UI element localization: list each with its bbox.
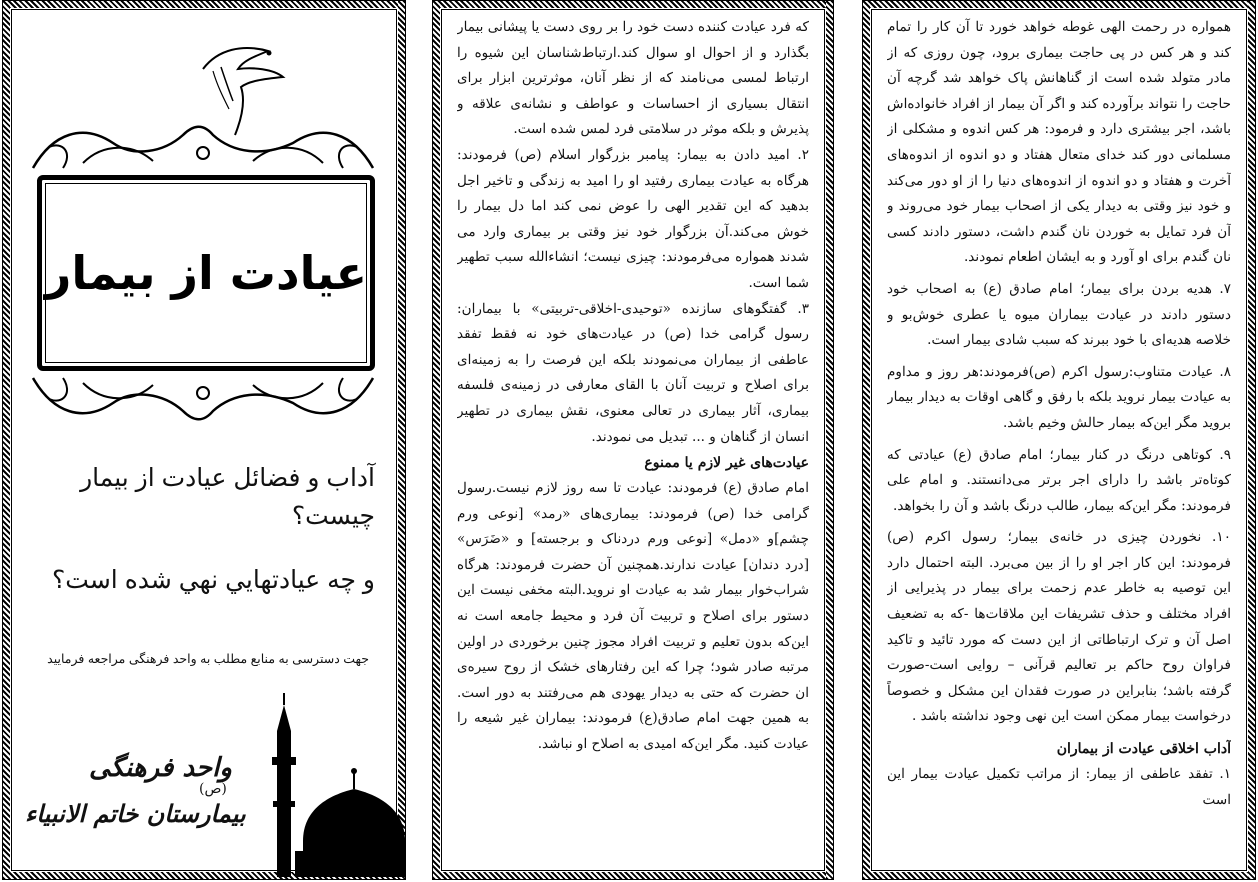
- paragraph: ۱. تفقد عاطفی از بیمار: از مراتب تکمیل عیادت بیمار این است: [887, 766, 1231, 808]
- cover-title: عیادت از بیمار: [44, 246, 368, 300]
- paragraph: ۲. امید دادن به بیمار: پیامبر بزرگوار اسلام (ص) فرمودند: هرگاه به عیادت بیماری رفتید او را امید به زندگی و تاخیر اجل بدهید که این تقدیر الهی را عوض نمی کند اما دل بیمار را خوش می‌کند.آن بزرگوار خود نیز وقتی بر بیماری وارد می شدند همواره می‌فرمودند: چیزی نیست؛ انشاءالله سبب تطهیر شما است.: [457, 146, 809, 291]
- checker-border-bottom: [433, 872, 833, 879]
- hospital-honorific: (ص): [199, 781, 227, 797]
- paragraph: ۱۰. نخوردن چیزی در خانه‌ی بیمار؛ رسول اکرم (ص) فرمودند: این کار اجر او را از بین می‌برد. البته احتمال دارد این توصیه به خاطر عدم زحمت برای بیمار در پذیرایی از افراد مختلف و حذف تشریفات این ملاقات‌ها -که به تضعیف اصل آن و ترک ارتباطاتی از این دست که مورد تائید و تاکید فراوان روح حاکم بر تعالیم قرآنی – روایی است-صورت گرفته باشد؛ بنابراین در صورت فقدان این مشکل و خصوصاً درخواست بیمار ممکن است این نهی وجود نداشته باشد .: [887, 529, 1231, 725]
- checker-border-top: [863, 1, 1255, 8]
- middle-text-column: [457, 15, 809, 867]
- paragraph: امام صادق (ع) فرمودند: عیادت تا سه روز لازم نیست.رسول گرامی خدا (ص) فرمودند: بیماری‌های «رمد» [نوعی ورم چشم]و «دمل» [نوعی ورم دردناک و برجسته] و «ضَرَس» [درد دندان] عیادت ندارند.همچنین آن حضرت فرمودند: هرگاه شراب‌خوار بیمار شد به عیادت او نروید.البته مخفی نیست این دستور برای اصلاح و تربیت آن فرد و محیط جامعه است نه این‌که بدون تعلیم و تربیت افراد مجوز چنین برخوردی در اولین مرتبه صادر شود؛ چرا که این رفتارهای خشک از روح سیره‌ی ان حضرت که حتی به دیدار یهودی هم می‌رفتند به دور است. به همین جهت امام صادق(ع) فرمودند: بیماران غیر شیعه را عیادت کنید. مگر این‌که امیدی به اصلاح او نباشد.: [457, 480, 809, 753]
- paragraph: ۹. کوتاهی درنگ در کنار بیمار؛ امام صادق (ع) عیادتی که کوتاه‌تر باشد را دارای اجر برتر می‌دانستند. و امام علی فرمودند: مگر این‌که بیمار، طالب درنگ باشد و آن را بخواهد.: [887, 446, 1231, 514]
- checker-border-top: [3, 1, 405, 8]
- checker-border-right: [1248, 1, 1255, 879]
- checker-border-left: [3, 1, 10, 879]
- cover-question: و چه عيادتهايي نهي شده است؟: [52, 566, 375, 594]
- checker-border-bottom: [863, 872, 1255, 879]
- paragraph: ۸. عیادت متناوب:رسول اکرم (ص)فرمودند:هر روز و مداوم به عیادت بیمار نروید بلکه با رفق و گاهی اوقات به دیدار بیمار بروید مگر این‌که بیمار حالش وخیم باشد.: [887, 363, 1231, 431]
- middle-panel: [432, 0, 834, 880]
- section-heading: آداب اخلاقی عیادت از بیماران: [1056, 741, 1231, 758]
- checker-border-top: [433, 1, 833, 8]
- hospital-signature: بیمارستان خاتم الانبیاء: [25, 799, 246, 828]
- mosque-silhouette-icon: [259, 691, 405, 877]
- paragraph: ۷. هدیه بردن برای بیمار؛ امام صادق (ع) به اصحاب خود دستور دادند در عیادت بیماران میوه یا عطری خوش‌بو و خلاصه هدیه‌ای با خود ببرند که سبب شادی بیمار است.: [887, 280, 1231, 349]
- checker-border-right: [826, 1, 833, 879]
- ornament-icon: [23, 113, 383, 173]
- cover-question: آداب و فضائل عيادت از بيمار چيست؟: [80, 464, 375, 530]
- right-text-column: [887, 15, 1231, 867]
- title-box: [37, 175, 375, 371]
- section-heading: عیادت‌های غیر لازم یا ممنوع: [644, 455, 809, 472]
- cover-note: جهت دسترسی به منابع مطلب به واحد فرهنگی مراجعه فرمایید: [47, 652, 369, 666]
- paragraph: همواره در رحمت الهی غوطه خواهد خورد تا آن کار را تمام کند و هر کس در پی حاجت بیماری برود، چون روزی که از مادر متولد شده است از گناهانش پاک خواهد شد گرچه آن حاجت را نتواند برآورده کند و اگر آن بیمار از افراد خانواده‌اش باشد، اجر بیشتری دارد و فرمود: هر کس اندوه و مشکلی از مسلمانی دور کند خدای متعال هفتاد و دو اندوه از اندوه‌های آخرت و هفتاد و دو اندوه از اندوه‌های دنیا را از او دور می‌کند و خود نیز وقتی به دیدار یکی از اصحاب بیمار خود می‌روند و آن فرد تمایل به خوردن نان گندم داشت، دستور دادند کسی نان گندم برای او آورد و به ایشان اطعام نمودند.: [887, 19, 1231, 266]
- paragraph: که فرد عیادت کننده دست خود را بر روی دست یا پیشانی بیمار بگذارد و از احوال او سوال کند.ارتباط‌شناسان این شیوه را ارتباط لمسی می‌نامند که از نظر آنان، موثرترین ابزار برای انتقال بسیاری از احساسات و عواطف و نشانه‌ی علاقه و پذیرش و بلکه موثر در سلامتی فرد لمس شده است.: [457, 19, 809, 138]
- cover-panel: [2, 0, 406, 880]
- checker-border-left: [863, 1, 870, 879]
- cultural-dept-signature: واحد فرهنگی: [89, 753, 232, 783]
- checker-border-left: [433, 1, 440, 879]
- ornament-icon: [23, 373, 383, 433]
- paragraph: ۳. گفتگوهای سازنده «توحیدی-اخلاقی-تربیتی» با بیماران: رسول گرامی خدا (ص) در عیادت‌های خود نه فقط تفقد عاطفی از بیماران می‌نمودند بلکه این فرصت را به زمینه‌ای برای اصلاح و تربیت آنان با القای معارفی در زمینه‌ی فلسفه بیماری، آثار بیماری در تعالی معنوی، نقش بیماری در تطهیر انسان از گناهان و ... تبدیل می نمودند.: [457, 300, 809, 445]
- right-panel: [862, 0, 1256, 880]
